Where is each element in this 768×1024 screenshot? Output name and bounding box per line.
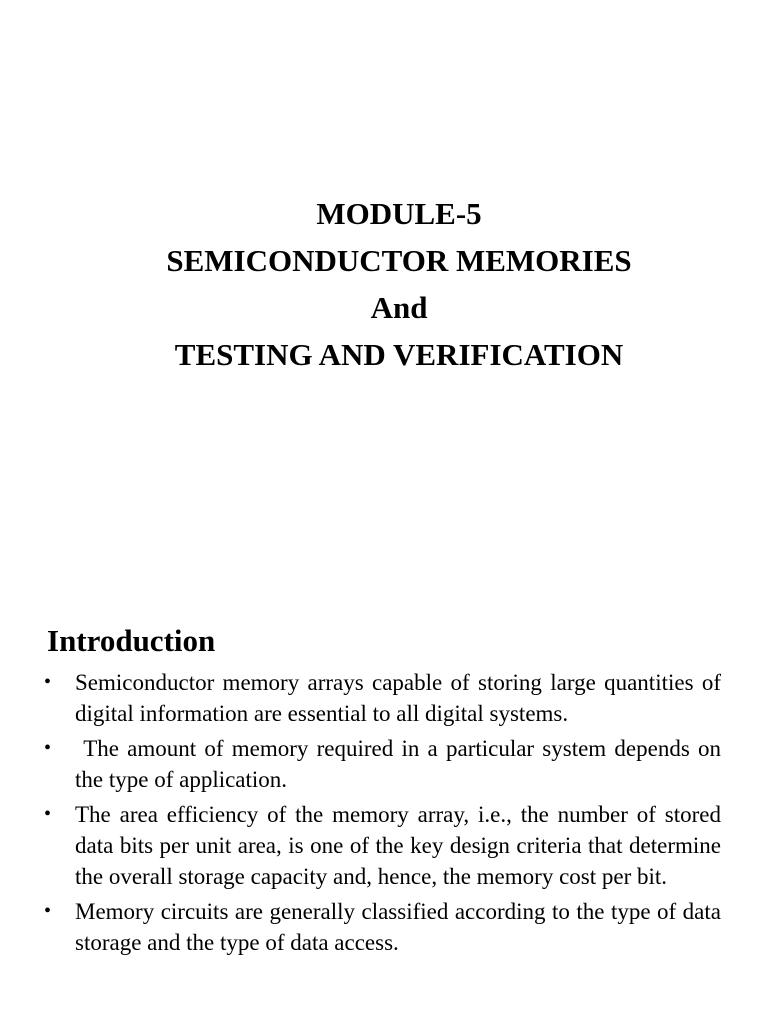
bullet-point-icon: • [44, 900, 52, 922]
bullet-text: Semiconductor memory arrays capable of storing large quantities of digital information are essential to all digital systems. [75, 670, 721, 726]
bullet-list [0, 667, 768, 962]
bullet-item [0, 799, 768, 892]
bullet-item [0, 896, 768, 958]
bullet-point-icon: • [44, 671, 52, 693]
title-line-semiconductor-memories: SEMICONDUCTOR MEMORIES [166, 243, 632, 278]
bullet-point-icon: • [44, 803, 52, 825]
bullet-item [0, 667, 768, 729]
bullet-item [0, 733, 768, 795]
bullet-text: The amount of memory required in a particular system depends on the type of application. [75, 736, 721, 792]
bullet-point-icon: • [44, 737, 52, 759]
introduction-slide [0, 600, 768, 1024]
bullet-text: The area efficiency of the memory array, i.e., the number of stored data bits per unit area, is one of the key design criteria that determine the overall storage capacity and, hence, the memory cost per bit. [75, 802, 721, 889]
title-block [0, 190, 768, 378]
introduction-heading: Introduction [47, 623, 216, 658]
bullet-text: Memory circuits are generally classified according to the type of data storage and the type of data access. [75, 899, 721, 955]
module-label: MODULE-5 [316, 196, 482, 231]
title-line-testing-verification: TESTING AND VERIFICATION [174, 337, 624, 372]
title-line-and: And [370, 290, 428, 325]
